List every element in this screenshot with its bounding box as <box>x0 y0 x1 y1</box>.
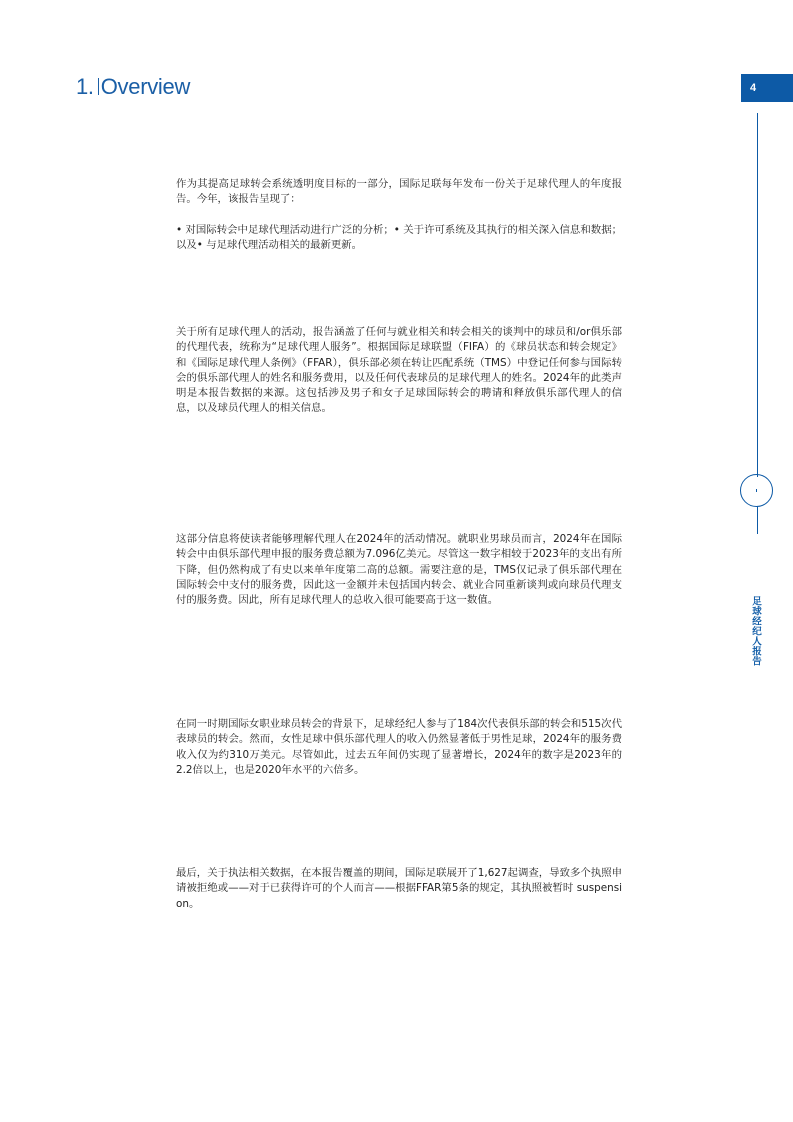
intro-paragraph: 作为其提高足球转会系统透明度目标的一部分，国际足联每年发布一份关于足球代理人的年度报告。今年，该报告呈现了： <box>176 178 622 206</box>
side-report-label: 足球经纪人报告 <box>750 596 761 666</box>
page-title <box>76 74 190 100</box>
service-fees-paragraph: 这部分信息将使读者能够理解代理人在2024年的活动情况。就职业男球员而言，2024年在国际转会中由俱乐部代理申报的服务费总额为7.096亿美元。尽管这一数字相较于2023年的支出有所下降，但仍然构成了有史以来单年度第二高的总额。需要注意的是，TMS仅记录了俱乐部代理在国际转会中支付的服务费，因此这一金额并未包括国内转会、就业合同重新谈判或向球员代理支付的服务费。因此，所有足球代理人的总收入很可能要高于这一数值。 <box>176 533 622 607</box>
section-title: Overview <box>100 74 191 99</box>
section-number: 1. <box>76 74 94 99</box>
bullet-paragraph: • 对国际转会中足球代理活动进行广泛的分析；• 关于许可系统及其执行的相关深入信息和数据；以及• 与足球代理活动相关的最新更新。 <box>176 224 622 252</box>
page-number-tab <box>741 74 793 102</box>
enforcement-paragraph: 最后，关于执法相关数据，在本报告覆盖的期间，国际足联展开了1,627起调查，导致多个执照申请被拒绝或——对于已获得许可的个人而言——根据FFAR第5条的规定，其执照被暂时 suspension。 <box>176 867 622 910</box>
side-rail-top-line <box>757 113 758 477</box>
side-rail-circle-marker <box>740 474 773 507</box>
womens-football-paragraph: 在同一时期国际女职业球员转会的背景下，足球经纪人参与了184次代表俱乐部的转会和515次代表球员的转会。然而，女性足球中俱乐部代理人的收入仍然显著低于男性足球，2024年的服务费收入仅为约310万美元。尽管如此，过去五年间仍实现了显著增长，2024年的数字是2023年的2.2倍以上，也是2020年水平的六倍多。 <box>176 718 622 776</box>
agent-activity-paragraph: 关于所有足球代理人的活动，报告涵盖了任何与就业相关和转会相关的谈判中的球员和/or俱乐部的代理代表，统称为“足球代理人服务”。根据国际足球联盟（FIFA）的《球员状态和转会规定》和《国际足球代理人条例》（FFAR），俱乐部必须在转让匹配系统（TMS）中登记任何参与国际转会的俱乐部代理人的姓名和服务费用，以及任何代表球员的足球代理人的姓名。2024年的此类声明是本报告数据的来源。这包括涉及男子和女子足球国际转会的聘请和释放俱乐部代理人的信息，以及球员代理人的相关信息。 <box>176 326 622 415</box>
page-number: 4 <box>750 82 757 94</box>
title-divider <box>98 78 99 95</box>
side-rail-bottom-line <box>757 506 758 534</box>
